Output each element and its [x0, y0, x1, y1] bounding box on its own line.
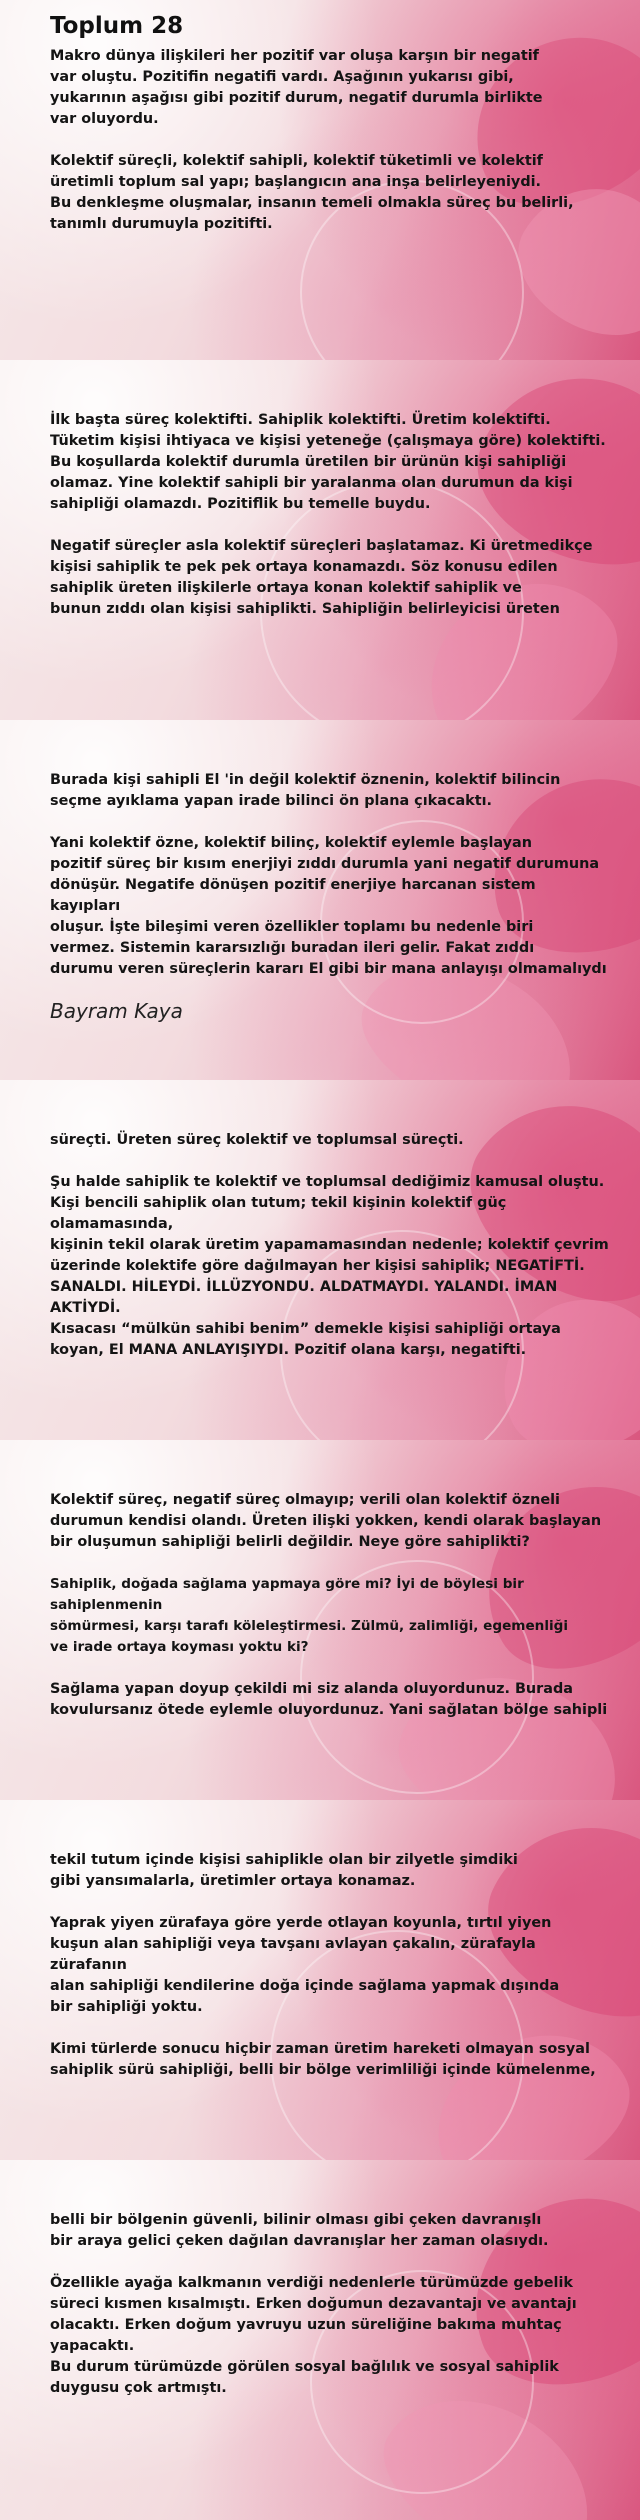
paragraph: Sahiplik, doğada sağlama yapmaya göre mi? İyi de böylesi bir sahiplenmenin sömürmesi, karşı tarafı köleleştirmesi. Zülmü, zalimliği, egemenliği ve irade ortaya koyması yoktu ki? [50, 1576, 569, 1655]
author-signature: Bayram Kaya [50, 999, 183, 1023]
paragraph: Yaprak yiyen zürafaya göre yerde otlayan koyunla, tırtıl yiyen kuşun alan sahipliği veya tavşanı avlayan çakalın, zürafayla zürafanın alan sahipliği kendilerine doğa içinde sağlama yapmak dışında bir sahipliği yoktu. [50, 1915, 560, 2015]
text-panel-3 [0, 720, 640, 1080]
text-panel-6 [0, 1800, 640, 2160]
paragraph: Makro dünya ilişkileri her pozitif var oluşa karşın bir negatif var oluştu. Pozitifin negatifi vardı. Aşağının yukarısı gibi, yukarının aşağısı gibi pozitif durum, negatif durumla birlikte var oluyordu. [50, 48, 543, 127]
paragraph: Özellikle ayağa kalkmanın verdiği nedenlerle türümüzde gebelik süreci kısmen kısalmıştı. Erken doğumun dezavantajı ve avantajı olacaktı. Erken doğum yavruyu uzun süreliğine bakıma muhtaç yapacaktı. Bu durum türümüzde görülen sosyal bağlılık ve sosyal sahiplik duygusu çok artmıştı. [50, 2275, 577, 2396]
paragraph: Kolektif süreç, negatif süreç olmayıp; verili olan kolektif özneli durumun kendisi olandı. Üreten ilişki yokken, kendi olarak başlayan bir oluşumun sahipliği belirli değildir. Neye göre sahiplikti? [50, 1492, 602, 1550]
paragraph: Yani kolektif özne, kolektif bilinç, kolektif eylemle başlayan pozitif süreç bir kısım enerjiyi zıddı durumla yani negatif durumuna dönüşür. Negatife dönüşen pozitif enerjiye harcanan sistem kayıpları oluşur. İşte bileşimi veren özellikler toplamı bu nedenle biri vermez. Sistemin kararsızlığı buradan ileri gelir. Fakat zıddı durumu veren süreçlerin kararı El gibi bir mana anlayışı olmamalıydı [50, 835, 607, 977]
text-panel-4 [0, 1080, 640, 1440]
text-panel-7 [0, 2160, 640, 2520]
paragraph: süreçti. Üreten süreç kolektif ve toplumsal süreçti. [50, 1132, 464, 1148]
text-panel-1 [0, 0, 640, 360]
paragraph: İlk başta süreç kolektifti. Sahiplik kolektifti. Üretim kolektifti. Tüketim kişisi ihtiyaca ve kişisi yeteneğe (çalışmaya göre) kolektifti. Bu koşullarda kolektif durumla üretilen bir ürünün kişi sahipliği olamaz. Yine kolektif sahipli bir yaralanma olan durumun da kişi sahipliği olamazdı. Pozitiflik bu temelle buydu. [50, 412, 606, 512]
paragraph: Burada kişi sahipli El 'in değil kolektif öznenin, kolektif bilincin seçme ayıklama yapan irade bilinci ön plana çıkacaktı. [50, 772, 561, 809]
paragraph: Kolektif süreçli, kolektif sahipli, kolektif tüketimli ve kolektif üretimli toplum sal yapı; başlangıcın ana inşa belirleyeniydi. Bu denkleşme oluşmalar, insanın temeli olmakla süreç bu belirli, tanımlı durumuyla pozitifti. [50, 153, 574, 232]
text-panel-2 [0, 360, 640, 720]
page-title: Toplum 28 [50, 13, 184, 39]
paragraph: belli bir bölgenin güvenli, bilinir olması gibi çeken davranışlı bir araya gelici çeken dağılan davranışlar her zaman olasıydı. [50, 2212, 549, 2249]
paragraph: Sağlama yapan doyup çekildi mi siz alanda oluyordunuz. Burada kovulursanız ötede eylemle oluyordunuz. Yani sağlatan bölge sahipli [50, 1681, 608, 1718]
paragraph: Negatif süreçler asla kolektif süreçleri başlatamaz. Ki üretmedikçe kişisi sahiplik te pek pek ortaya konamazdı. Söz konusu edilen sahiplik üreten ilişkilerle ortaya konan kolektif sahiplik ve bunun zıddı olan kişisi sahiplikti. Sahipliğin belirleyicisi üreten [50, 538, 593, 617]
paragraph: Kimi türlerde sonucu hiçbir zaman üretim hareketi olmayan sosyal sahiplik sürü sahipliği, belli bir bölge verimliliği içinde kümelenme, [50, 2041, 596, 2078]
paragraph: tekil tutum içinde kişisi sahiplikle olan bir zilyetle şimdiki gibi yansımalarla, üretimler ortaya konamaz. [50, 1852, 518, 1889]
paragraph: Şu halde sahiplik te kolektif ve toplumsal dediğimiz kamusal oluştu. Kişi bencili sahiplik olan tutum; tekil kişinin kolektif güç olamamasında, kişinin tekil olarak üretim yapamamasından nedenle; kolektif çevrim üzerinde kolektife göre dağılmayan her kişisi sahiplik; NEGATİFTİ. SANALDI. HİLEYDİ. İLLÜZYONDU. ALDATMAYDI. YALANDI. İMAN AKTİYDİ. Kısacası “mülkün sahibi benim” demekle kişisi sahipliği ortaya koyan, El MANA ANLAYIŞIYDI. Pozitif olana karşı, negatifti. [50, 1174, 609, 1358]
text-panel-5 [0, 1440, 640, 1800]
